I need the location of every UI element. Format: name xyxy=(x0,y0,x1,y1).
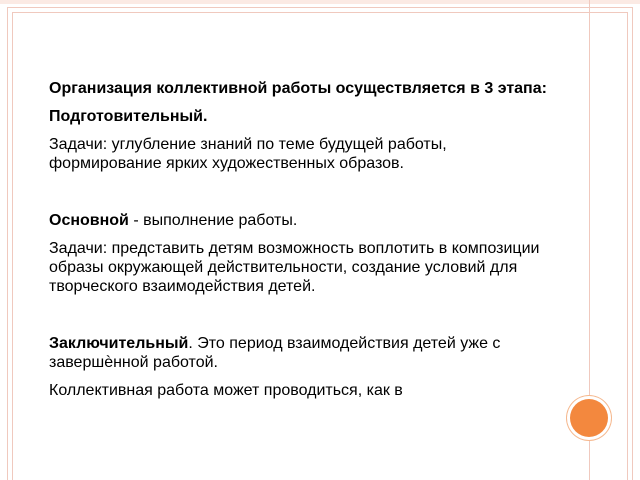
stage1-title: Подготовительный. xyxy=(49,108,208,125)
stage3-title: Заключительный xyxy=(49,335,189,352)
stage2-title: Основной xyxy=(49,212,129,229)
stage1-tasks: Задачи: углубление знаний по теме будущей работы, формирование ярких художественных образов. xyxy=(49,136,447,172)
stage2-paragraph xyxy=(49,211,559,230)
slide-content xyxy=(49,79,559,400)
stage3-desc: . Это период взаимодействия детей уже с завершѐнной работой. xyxy=(49,335,501,371)
stage2-desc: - выполнение работы. xyxy=(128,212,298,229)
slide-heading: Организация коллективной работы осуществляется в 3 этапа: xyxy=(49,80,547,97)
orange-circle-decoration xyxy=(570,399,608,437)
frame-top-strip xyxy=(0,0,640,4)
stage3-paragraph xyxy=(49,334,559,372)
closing-text: Коллективная работа может проводиться, как в xyxy=(49,382,403,399)
stage2-tasks: Задачи: представить детям возможность воплотить в композиции образы окружающей действительности, создание условий для творческого взаимодействия детей. xyxy=(49,240,540,295)
